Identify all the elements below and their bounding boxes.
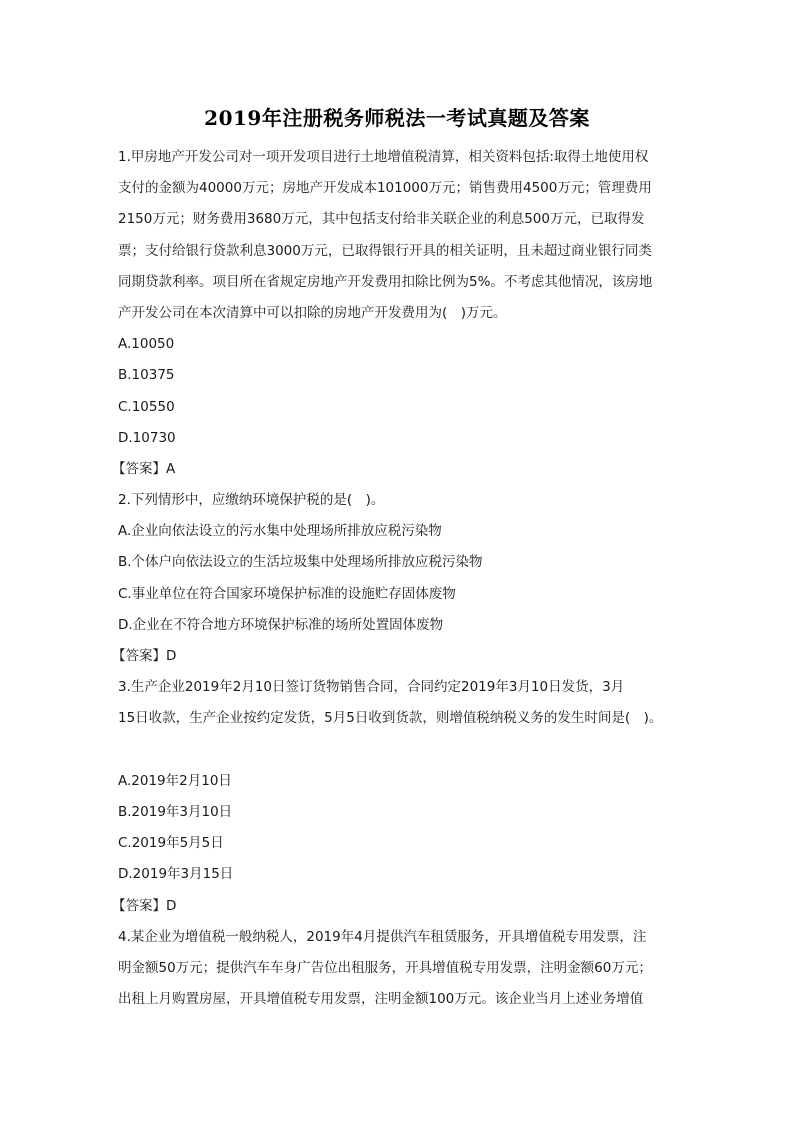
question-stem-line: 支付的金额为40000万元；房地产开发成本101000万元；销售费用4500万元；管理费用 bbox=[118, 180, 652, 197]
option-d: D.企业在不符合地方环境保护标准的场所处置固体废物 bbox=[118, 616, 444, 633]
question-3 bbox=[112, 672, 698, 922]
question-stem-line: 同期贷款利率。项目所在省规定房地产开发费用扣除比例为5%。不考虑其他情况，该房地 bbox=[118, 273, 653, 290]
option-d: D.2019年3月15日 bbox=[118, 866, 234, 883]
question-stem-line: 票；支付给银行贷款利息3000万元，已取得银行开具的相关证明，且未超过商业银行同类 bbox=[118, 242, 652, 259]
option-c: C.事业单位在符合国家环境保护标准的设施贮存固体废物 bbox=[118, 585, 456, 602]
option-c: C.2019年5月5日 bbox=[118, 835, 224, 852]
option-a: A.企业向依法设立的污水集中处理场所排放应税污染物 bbox=[118, 523, 442, 540]
question-stem-line: 2150万元；财务费用3680万元，其中包括支付给非关联企业的利息500万元，已取得发 bbox=[118, 211, 645, 228]
option-d: D.10730 bbox=[118, 429, 176, 446]
question-stem-line: 15日收款，生产企业按约定发货，5月5日收到货款，则增值税纳税义务的发生时间是( )。 bbox=[118, 710, 663, 727]
option-a: A.2019年2月10日 bbox=[118, 772, 232, 789]
answer-label: 【答案】A bbox=[112, 460, 176, 477]
answer-label: 【答案】D bbox=[112, 648, 177, 664]
blank-line bbox=[118, 735, 698, 766]
question-1 bbox=[112, 142, 698, 485]
option-b: B.2019年3月10日 bbox=[118, 803, 233, 820]
option-b: B.个体户向依法设立的生活垃圾集中处理场所排放应税污染物 bbox=[118, 554, 483, 571]
option-c: C.10550 bbox=[118, 398, 175, 415]
question-4 bbox=[118, 922, 698, 1016]
question-stem-line: 4.某企业为增值税一般纳税人，2019年4月提供汽车租赁服务，开具增值税专用发票，注 bbox=[118, 928, 647, 945]
document-title: 2019年注册税务师税法一考试真题及答案 bbox=[204, 106, 590, 130]
question-stem-line: 1.甲房地产开发公司对一项开发项目进行土地增值税清算，相关资料包括:取得土地使用权 bbox=[118, 149, 649, 165]
question-2 bbox=[112, 485, 698, 672]
option-a: A.10050 bbox=[118, 336, 175, 353]
question-stem-line: 明金额50万元；提供汽车车身广告位出租服务，开具增值税专用发票，注明金额60万元； bbox=[118, 959, 652, 976]
option-b: B.10375 bbox=[118, 367, 175, 384]
question-stem-line: 3.生产企业2019年2月10日签订货物销售合同，合同约定2019年3月10日发货，3月 bbox=[118, 679, 625, 696]
answer-label: 【答案】D bbox=[112, 897, 177, 914]
question-stem-line: 2.下列情形中，应缴纳环境保护税的是( )。 bbox=[118, 492, 385, 509]
document-body bbox=[112, 142, 698, 1015]
question-stem-line: 出租上月购置房屋，开具增值税专用发票，注明金额100万元。该企业当月上述业务增值 bbox=[118, 991, 644, 1008]
question-stem-line: 产开发公司在本次清算中可以扣除的房地产开发费用为( )万元。 bbox=[118, 304, 507, 321]
